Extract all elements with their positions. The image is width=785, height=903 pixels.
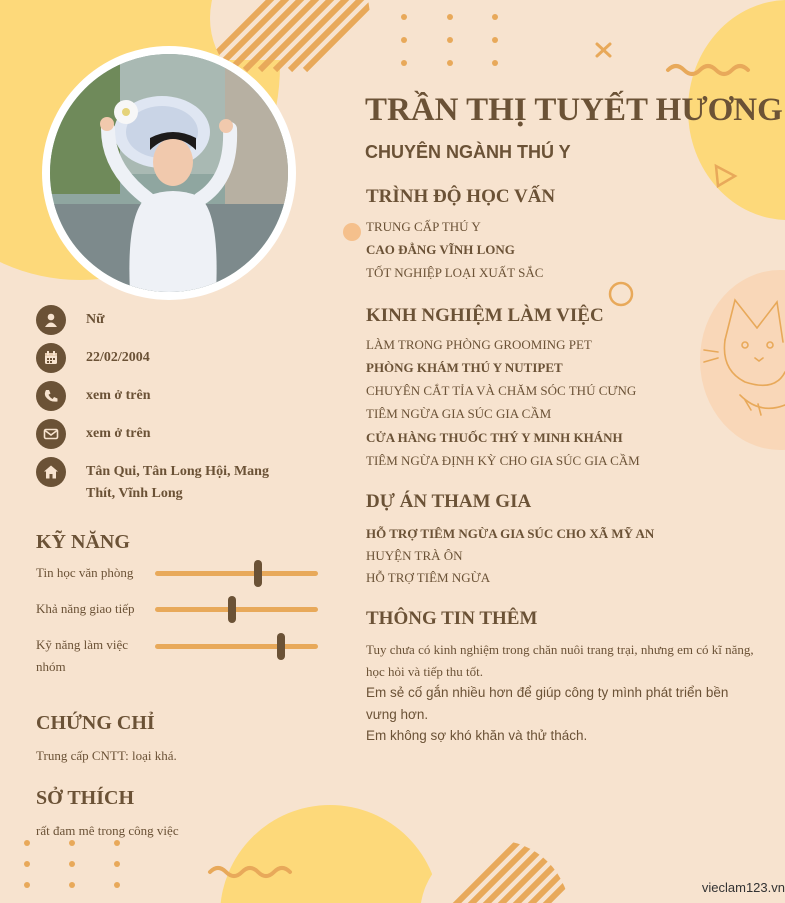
email-value: xem ở trên	[86, 426, 151, 441]
striped-half-circle-top	[200, 0, 435, 70]
skill-label: Kỹ năng làm việc nhóm	[36, 637, 129, 674]
striped-half-circle-bottom	[420, 840, 610, 903]
phone-value: xem ở trên	[86, 388, 151, 403]
contact-birthdate	[36, 343, 276, 373]
profile-photo	[50, 54, 288, 292]
extra-paragraph: Tuy chưa có kinh nghiệm trong chăn nuôi trang trại, nhưng em có kĩ năng, học hỏi và tiếp thu tốt.	[366, 642, 754, 679]
education-heading: TRÌNH ĐỘ HỌC VẤN	[366, 186, 556, 207]
experience-line: CỬA HÀNG THUỐC THÝ Y MINH KHÁNH	[366, 430, 623, 445]
skill-level-handle	[277, 633, 285, 660]
home-icon	[36, 457, 66, 487]
mail-icon	[36, 419, 66, 449]
contact-phone	[36, 381, 276, 411]
project-line: HỖ TRỢ TIÊM NGỪA GIA SÚC CHO XÃ MỸ AN	[366, 526, 655, 541]
project-line: HUYỆN TRÀ ÔN	[366, 548, 463, 563]
gender-value: Nữ	[86, 312, 105, 327]
experience-line: CHUYÊN CẮT TỈA VÀ CHĂM SÓC THÚ CƯNG	[366, 383, 637, 398]
cat-sketch	[704, 300, 785, 415]
contact-address	[36, 457, 276, 505]
candidate-title: CHUYÊN NGÀNH THÚ Y	[365, 142, 571, 162]
phone-icon	[36, 381, 66, 411]
project-line: HỖ TRỢ TIÊM NGỪA	[366, 570, 491, 585]
skill-bar	[155, 644, 318, 649]
experience-line: TIÊM NGỪA GIA SÚC GIA CẦM	[366, 406, 552, 421]
extra-heading: THÔNG TIN THÊM	[366, 608, 538, 629]
skill-bar	[155, 607, 318, 612]
certificates-heading: CHỨNG CHỈ	[36, 712, 155, 734]
experience-line: LÀM TRONG PHÒNG GROOMING PET	[366, 337, 592, 352]
projects-heading: DỰ ÁN THAM GIA	[366, 491, 532, 512]
footer-site: vieclam123.vn	[701, 880, 785, 895]
skill-label: Khả năng giao tiếp	[36, 601, 135, 616]
user-icon	[36, 305, 66, 335]
skill-level-handle	[228, 596, 236, 623]
skill-bar	[155, 571, 318, 576]
skills-heading: KỸ NĂNG	[36, 531, 130, 553]
education-line: TỐT NGHIỆP LOẠI XUẤT SẮC	[366, 265, 544, 280]
experience-heading: KINH NGHIỆM LÀM VIỆC	[366, 305, 604, 326]
calendar-icon	[36, 343, 66, 373]
hobbies-heading: SỞ THÍCH	[36, 787, 134, 809]
extra-paragraph: Em không sợ khó khăn và thử thách.	[366, 728, 588, 743]
certificates-text: Trung cấp CNTT: loại khá.	[36, 748, 177, 763]
skill-label: Tin học văn phòng	[36, 565, 134, 580]
education-line: CAO ĐẲNG VĨNH LONG	[366, 242, 515, 257]
education-line: TRUNG CẤP THÚ Y	[366, 219, 481, 234]
experience-line: TIÊM NGỪA ĐỊNH KỲ CHO GIA SÚC GIA CẦM	[366, 453, 640, 468]
birthdate-value: 22/02/2004	[86, 350, 150, 365]
skill-level-handle	[254, 560, 262, 587]
hobbies-text: rất đam mê trong công việc	[36, 823, 179, 838]
contact-email	[36, 419, 276, 449]
contact-gender	[36, 305, 276, 335]
address-value: Tân Qui, Tân Long Hội, Mang Thít, Vĩnh Long	[86, 464, 269, 501]
candidate-name: TRẦN THỊ TUYẾT HƯƠNG	[365, 92, 783, 128]
extra-paragraph: Em sẻ cố gắn nhiều hơn để giúp công ty mình phát triển bền vưng hơn.	[366, 685, 729, 722]
experience-line: PHÒNG KHÁM THÚ Y NUTIPET	[366, 360, 563, 375]
